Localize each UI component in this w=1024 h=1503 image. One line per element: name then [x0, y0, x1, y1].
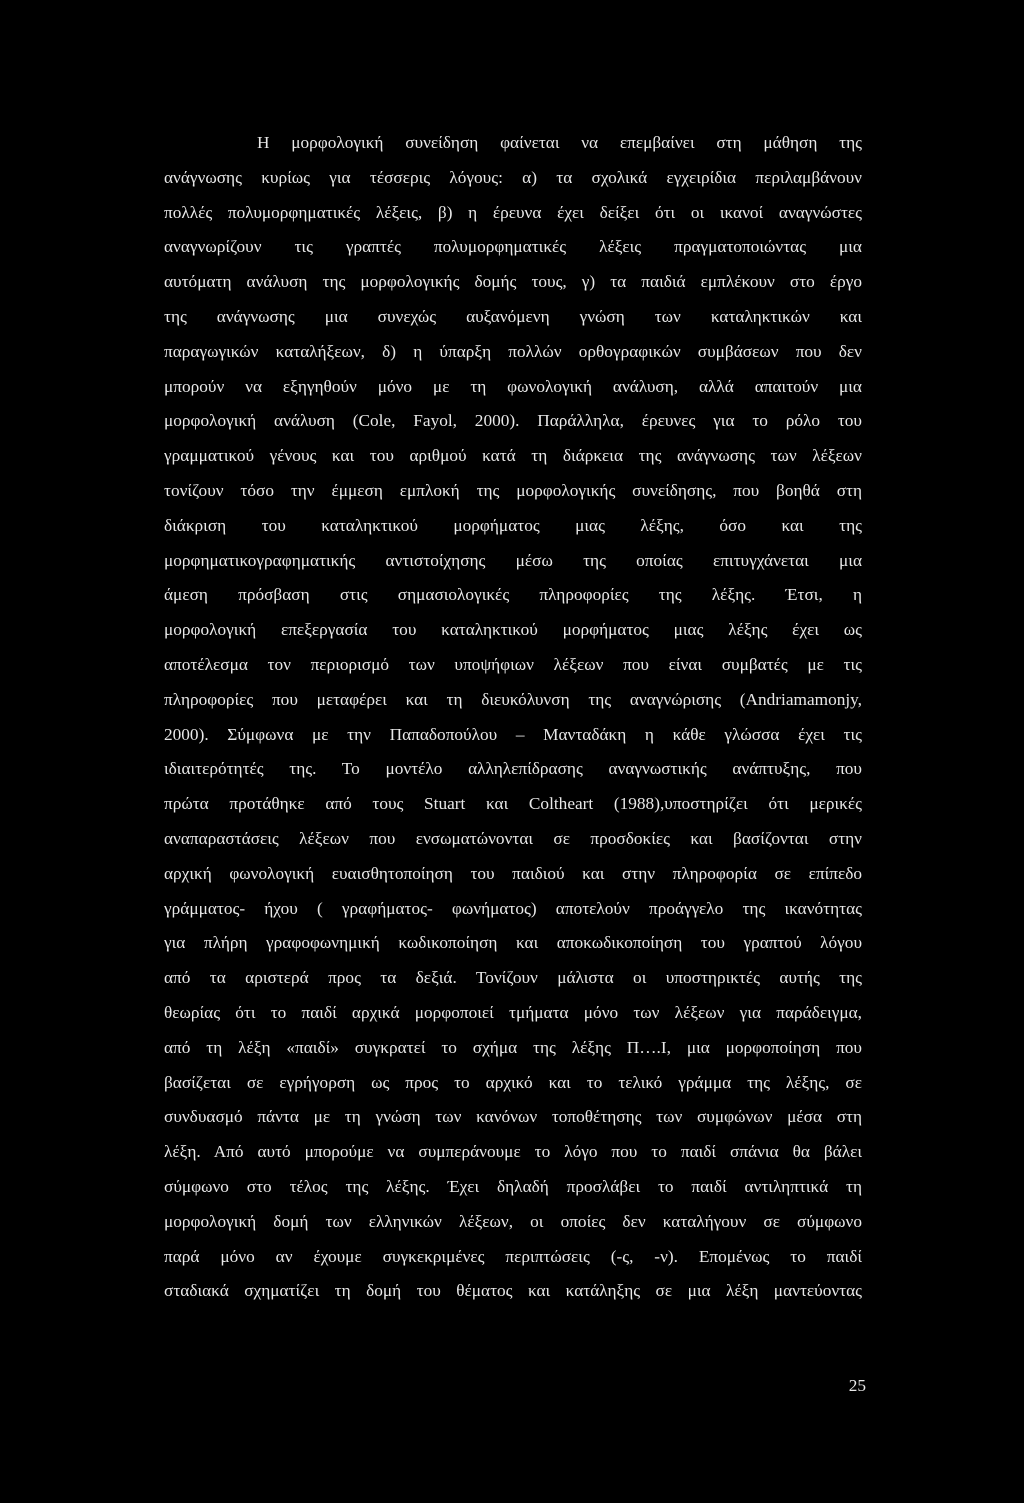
text-line: σταδιακά σχηματίζει τη δομή του θέματος και κατάληξης σε μια λέξη μαντεύοντας — [164, 1281, 862, 1301]
text-line: σύμφωνο στο τέλος της λέξης. Έχει δηλαδή προσλάβει το παιδί αντιληπτικά τη — [164, 1176, 862, 1196]
text-line: παραγωγικών καταλήξεων, δ) η ύπαρξη πολλών ορθογραφικών συμβάσεων που δεν — [164, 341, 862, 361]
text-line: από τα αριστερά προς τα δεξιά. Τονίζουν μάλιστα οι υποστηρικτές αυτής της — [164, 968, 862, 988]
page-number: 25 — [848, 1376, 866, 1395]
text-line: άμεση πρόσβαση στις σημασιολογικές πληροφορίες της λέξης. Έτσι, η — [164, 585, 862, 605]
text-line: μορφολογική δομή των ελληνικών λέξεων, οι οποίες δεν καταλήγουν σε σύμφωνο — [164, 1211, 862, 1231]
text-line: της ανάγνωσης μια συνεχώς αυξανόμενη γνώση των καταληκτικών και — [164, 306, 862, 326]
text-line: μπορούν να εξηγηθούν μόνο με τη φωνολογική ανάλυση, αλλά απαιτούν μια — [164, 376, 862, 396]
text-line: θεωρίας ότι το παιδί αρχικά μορφοποιεί τμήματα μόνο των λέξεων για παράδειγμα, — [164, 1002, 862, 1022]
text-line: από τη λέξη «παιδί» συγκρατεί το σχήμα της λέξης Π….Ι, μια μορφοποίηση που — [164, 1037, 862, 1057]
text-line: 2000). Σύμφωνα με την Παπαδοπούλου – Μανταδάκη η κάθε γλώσσα έχει τις — [164, 724, 862, 744]
text-line: για πλήρη γραφοφωνημική κωδικοποίηση και αποκωδικοποίηση του γραπτού λόγου — [164, 933, 862, 953]
text-line: βασίζεται σε εγρήγορση ως προς το αρχικό και το τελικό γράμμα της λέξης, σε — [164, 1072, 862, 1092]
text-line: Η μορφολογική συνείδηση φαίνεται να επεμβαίνει στη μάθηση της — [257, 133, 862, 152]
text-line: συνδυασμό πάντα με τη γνώση των κανόνων τοποθέτησης των συμφώνων μέσα στη — [164, 1107, 862, 1127]
text-line: διάκριση του καταληκτικού μορφήματος μιας λέξης, όσο και της — [164, 515, 862, 535]
text-line: γραμματικού γένους και του αριθμού κατά τη διάρκεια της ανάγνωσης των λέξεων — [164, 446, 862, 466]
text-line: λέξη. Από αυτό μπορούμε να συμπεράνουμε το λόγο που το παιδί σπάνια θα βάλει — [164, 1142, 862, 1162]
text-line: πολλές πολυμορφηματικές λέξεις, β) η έρευνα έχει δείξει ότι οι ικανοί αναγνώστες — [164, 202, 862, 222]
text-line: αναπαραστάσεις λέξεων που ενσωματώνονται σε προσδοκίες και βασίζονται στην — [164, 828, 862, 848]
text-line: γράμματος- ήχου ( γραφήματος- φωνήματος) αποτελούν προάγγελο της ικανότητας — [164, 898, 862, 918]
text-line: παρά μόνο αν έχουμε συγκεκριμένες περιπτώσεις (-ς, -ν). Επομένως το παιδί — [164, 1246, 862, 1266]
text-line: μορφολογική ανάλυση (Cole, Fayol, 2000). Παράλληλα, έρευνες για το ρόλο του — [164, 411, 862, 431]
text-line: πρώτα προτάθηκε από τους Stuart και Coltheart (1988),υποστηρίζει ότι μερικές — [164, 794, 862, 814]
text-line: μορφηματικογραφηματικής αντιστοίχησης μέσω της οποίας επιτυγχάνεται μια — [164, 550, 862, 570]
body-paragraph — [164, 126, 862, 1309]
text-line: ανάγνωσης κυρίως για τέσσερις λόγους: α) τα σχολικά εγχειρίδια περιλαμβάνουν — [164, 167, 862, 187]
text-line: ιδιαιτερότητές της. Το μοντέλο αλληλεπίδρασης αναγνωστικής ανάπτυξης, που — [164, 759, 862, 779]
text-line: μορφολογική επεξεργασία του καταληκτικού μορφήματος μιας λέξης έχει ως — [164, 620, 862, 640]
text-line: τονίζουν τόσο την έμμεση εμπλοκή της μορφολογικής συνείδησης, που βοηθά στη — [164, 480, 862, 500]
text-line: πληροφορίες που μεταφέρει και τη διευκόλυνση της αναγνώρισης (Andriamamonjy, — [164, 689, 862, 709]
text-line: αναγνωρίζουν τις γραπτές πολυμορφηματικές λέξεις πραγματοποιώντας μια — [164, 237, 862, 257]
text-line: αυτόματη ανάλυση της μορφολογικής δομής τους, γ) τα παιδιά εμπλέκουν στο έργο — [164, 272, 862, 292]
text-line: αποτέλεσμα τον περιορισμό των υποψήφιων λέξεων που είναι συμβατές με τις — [164, 654, 862, 674]
text-line: αρχική φωνολογική ευαισθητοποίηση του παιδιού και στην πληροφορία σε επίπεδο — [164, 863, 862, 883]
